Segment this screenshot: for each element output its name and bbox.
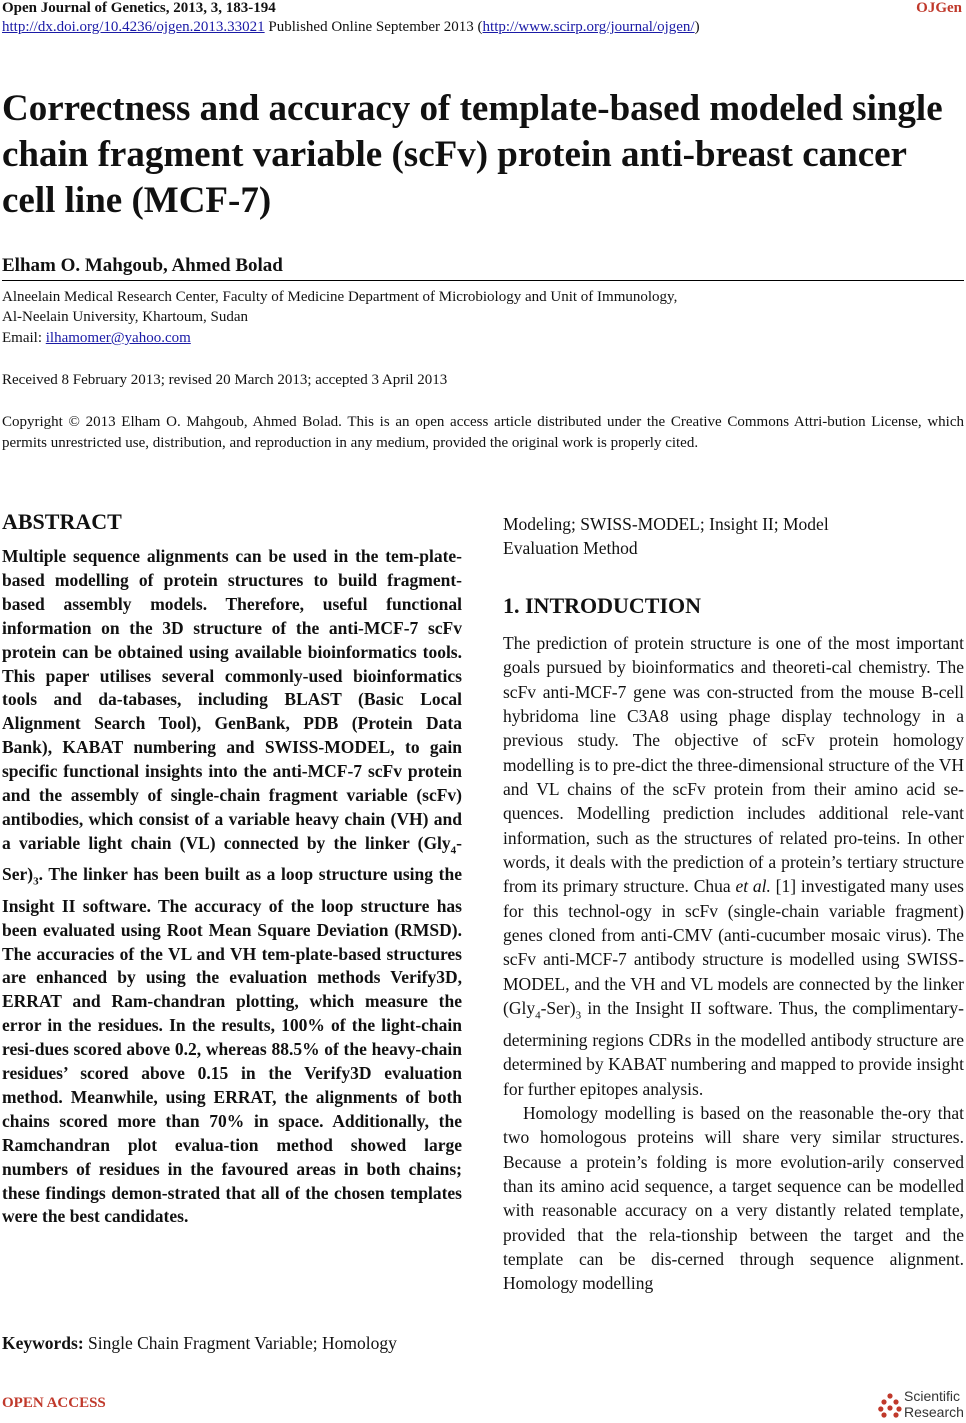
logo-line-1: Scientific (904, 1388, 961, 1404)
abstract-part-3: . The linker has been built as a loop structure using the Insight II software. The accuracy of the loop structure has been evaluated using Root Mean Square Deviation (RMSD). The accuracies of the VL and VH tem-plate-based structures are enhanced by using the evaluation methods Verify3D, ERRAT and Ram-chandran plotting, which measure the error in the residues. In the results, 100% of the light-chain resi-dues scored above 0.2, whereas 88.5% of the heavy-chain residues’ scored above 0.15 in the Verify3D evaluation method. Meanwhile, using ERRAT, the alignments of both chains scored more than 70% in space. Additionally, the Ramchandran plot evalua-tion method showed large numbers of residues in the favoured areas in both chains; these findings demon-strated that all of the chosen templates were the best candidates. (2, 864, 462, 1227)
abstract-text (2, 545, 462, 1229)
keywords-line (2, 1333, 462, 1354)
affiliation-line-1: Alneelain Medical Research Center, Faculty of Medicine Department of Microbiology and Unit of Immunology, (2, 289, 678, 305)
affiliation-line-2: Al-Neelain University, Khartoum, Sudan (2, 309, 249, 325)
intro-subscript-2: 3 (575, 1009, 582, 1022)
logo-line-2: Research (904, 1404, 964, 1420)
authors: Elham O. Mahgoub, Ahmed Bolad (2, 255, 283, 276)
publisher-logo-icon (878, 1392, 902, 1420)
abstract-part-2: -Ser) (2, 832, 462, 885)
abstract-heading: ABSTRACT (2, 509, 122, 534)
intro-p1-part-c: -Ser) (540, 998, 576, 1019)
abstract-subscript-2: 3 (33, 875, 39, 888)
keywords-continued: Modeling; SWISS-MODEL; Insight II; Model Evaluation Method (503, 514, 829, 558)
intro-p1-part-a: The prediction of protein structure is one of the most important goals pursued by bioinformatics and theoreti-cal chemistry. The scFv anti-MCF-7 gene was con-structed from the mouse B-cell hybridoma line C3A8 using phage display technology in a previous study. The objective of scFv protein homology modelling is to pre-dict the three-dimensional structure of the VH and VL chains of the scFv protein from their amino acid se-quences. Modelling prediction includes additional rele-vant information, such as the structures of related pro-teins. In other words, it deals with the prediction of a protein’s tertiary structure from its primary structure. Chua (503, 633, 964, 897)
introduction-heading: 1. INTRODUCTION (503, 593, 702, 618)
intro-paragraph-1 (503, 631, 964, 1101)
email-line (2, 330, 191, 347)
journal-link[interactable]: http://www.scirp.org/journal/ojgen/ (482, 19, 695, 35)
journal-citation: Open Journal of Genetics, 2013, 3, 183-194 (2, 0, 276, 16)
doi-line (2, 19, 700, 36)
intro-paragraph-2: Homology modelling is based on the reasonable the-ory that two homologous proteins will share very similar structures. Because a protein’s folding is more evolution-arily conserved than its amino acid sequence, a target sequence can be modelled with reasonable accuracy on a very distantly related template, provided that the rela-tionship between the target and the template can be dis-cerned through sequence alignment. Homology modelling (503, 1103, 964, 1294)
journal-brand: OJGen (916, 0, 962, 16)
copyright-notice: Copyright © 2013 Elham O. Mahgoub, Ahmed Bolad. This is an open access article distributed under the Creative Commons Attri-bution License, which permits unrestricted use, distribution, and reproduction in any medium, provided the original work is properly cited. (2, 414, 964, 451)
author-divider (2, 280, 964, 281)
email-label: Email: (2, 330, 46, 346)
keywords-text: Single Chain Fragment Variable; Homology (83, 1333, 397, 1353)
intro-subscript-1: 4 (535, 1009, 541, 1022)
published-text: Published Online September 2013 ( (264, 19, 483, 35)
paper-title: Correctness and accuracy of template-based modeled single chain fragment variable (scFv) protein anti-breast cancer cell line (MCF-7) (2, 88, 943, 221)
email-link[interactable]: ilhamomer@yahoo.com (45, 330, 191, 346)
abstract-part-1: Multiple sequence alignments can be used in the tem-plate-based modelling of protein structures to build fragment-based assembly models. Therefore, useful functional information on the 3D structure of the anti-MCF-7 scFv protein can be obtained using available bioinformatics tools. This paper utilises several commonly-used bioinformatics tools and da-tabases, including BLAST (Basic Local Alignment Search Tool), GenBank, PDB (Protein Data Bank), KABAT numbering and SWISS-MODEL, to gain specific functional insights into the anti-MCF-7 scFv protein and the assembly of single-chain fragment variable (scFv) antibodies, which consist of a variable heavy chain (VH) and a variable light chain (VL) connected by the linker (Gly (2, 546, 462, 853)
introduction-text (503, 631, 964, 1296)
et-al: et al. (735, 876, 771, 897)
open-access-label: OPEN ACCESS (2, 1395, 106, 1411)
abstract-subscript-1: 4 (450, 844, 457, 857)
scientific-research-logo (878, 1388, 964, 1422)
received-dates: Received 8 February 2013; revised 20 March 2013; accepted 3 April 2013 (2, 372, 448, 388)
close-paren: ) (694, 19, 700, 35)
intro-p1-part-b: [1] investigated many uses for this technol-ogy in scFv (single-chain variable fragment) genes cloned from anti-CMV (anti-cucumber mosaic virus). The scFv anti-MCF-7 antibody structure is modelled using SWISS-MODEL, and the VH and VL models are connected by the linker (Gly (503, 876, 964, 1019)
keywords-label: Keywords: (2, 1333, 84, 1353)
intro-p1-part-d: in the Insight II software. Thus, the complimentary-determining regions CDRs in the modelled antibody structure are determined by KABAT numbering and mapped to provide insight for further epitopes analysis. (503, 998, 964, 1099)
doi-link[interactable]: http://dx.doi.org/10.4236/ojgen.2013.33021 (2, 19, 265, 35)
